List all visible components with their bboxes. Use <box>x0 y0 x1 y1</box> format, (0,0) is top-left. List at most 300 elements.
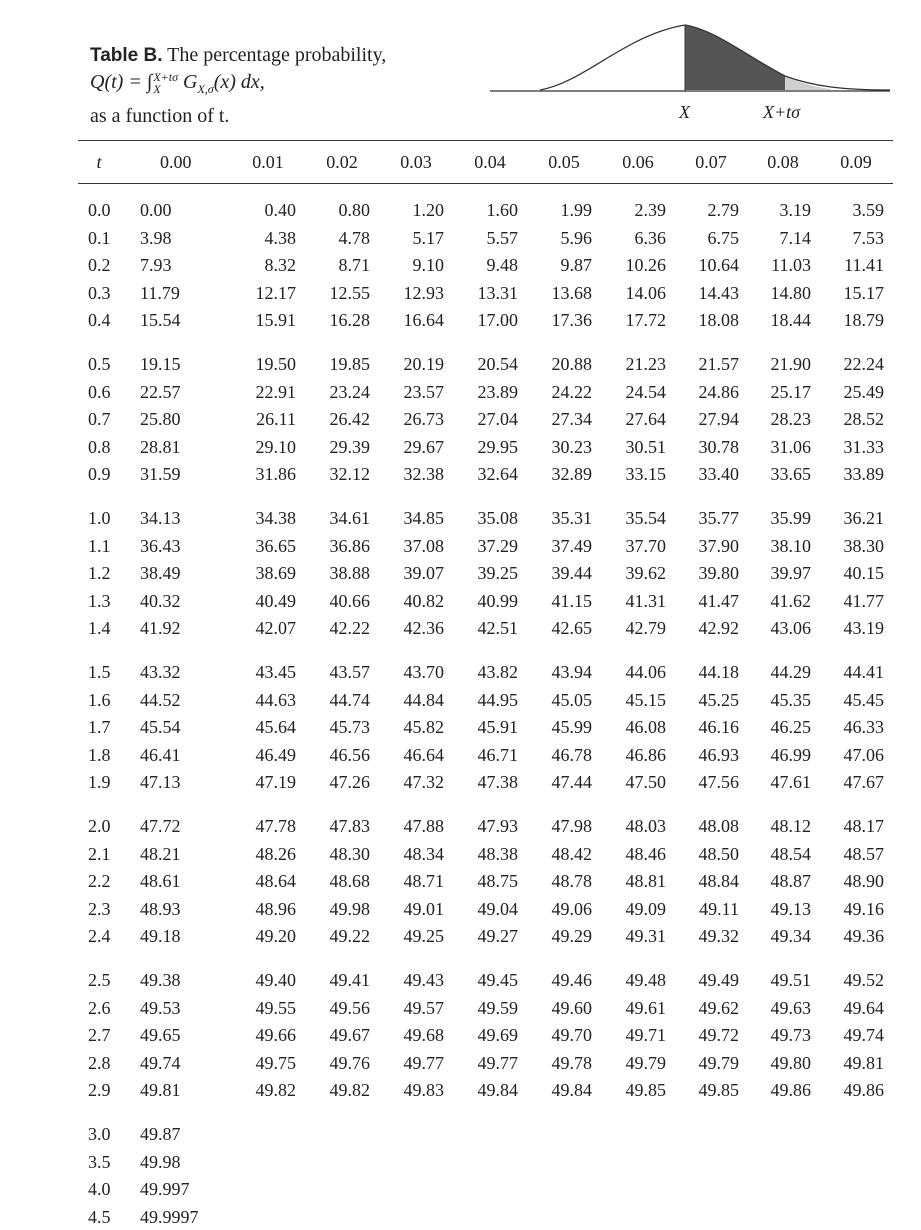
table-row <box>0 896 921 922</box>
table-cell: 23.24 <box>329 381 370 402</box>
table-cell: 49.29 <box>551 926 592 947</box>
table-row <box>0 714 921 740</box>
table-cell: 27.04 <box>477 409 518 430</box>
table-cell: 12.55 <box>329 282 370 303</box>
table-cell: 41.62 <box>770 590 811 611</box>
table-cell: 47.32 <box>403 772 444 793</box>
table-row <box>0 505 921 531</box>
table-cell: 48.61 <box>140 871 181 892</box>
table-cell: 12.17 <box>255 282 296 303</box>
table-cell: 19.85 <box>329 354 370 374</box>
header-col: 0.05 <box>548 152 580 172</box>
integrand-argument: (x) dx, <box>213 71 265 93</box>
table-cell: 49.78 <box>551 1052 592 1073</box>
table-cell: 36.43 <box>140 535 181 556</box>
table-cell: 49.63 <box>770 997 811 1018</box>
gaussian-curve-figure <box>485 10 895 130</box>
table-cell: 45.91 <box>477 717 518 738</box>
table-row <box>0 434 921 460</box>
table-cell: 48.03 <box>625 816 666 836</box>
table-cell: 40.15 <box>843 563 884 584</box>
table-cell: 11.41 <box>844 255 884 276</box>
table-cell: 46.71 <box>477 744 518 765</box>
table-cell: 40.66 <box>329 590 370 611</box>
table-cell: 49.9997 <box>140 1206 199 1227</box>
header-t: t <box>96 152 102 172</box>
table-cell: 37.29 <box>477 535 518 556</box>
table-cell: 15.91 <box>255 310 296 331</box>
table-cell: 48.81 <box>625 871 666 892</box>
row-t-value: 2.1 <box>88 843 111 864</box>
table-cell: 1.99 <box>560 200 592 220</box>
table-cell: 40.99 <box>477 590 518 611</box>
table-cell: 48.54 <box>770 843 811 864</box>
table-cell: 39.07 <box>403 563 444 584</box>
table-row <box>0 252 921 278</box>
table-cell: 45.45 <box>843 689 884 710</box>
table-cell: 20.54 <box>477 354 518 374</box>
table-cell: 29.67 <box>403 436 444 457</box>
table-cell: 4.38 <box>264 227 296 248</box>
table-cell: 46.08 <box>625 717 666 738</box>
table-cell: 16.28 <box>329 310 370 331</box>
integrand: G <box>183 71 198 93</box>
table-cell: 9.48 <box>486 255 518 276</box>
table-cell: 48.64 <box>255 871 296 892</box>
table-cell: 49.64 <box>843 997 884 1018</box>
label-x-plus-t-sigma: X+tσ <box>763 102 801 122</box>
table-cell: 44.63 <box>255 689 296 710</box>
table-cell: 49.45 <box>477 970 518 990</box>
table-cell: 34.13 <box>140 508 181 528</box>
table-cell: 44.84 <box>403 689 444 710</box>
table-cell: 12.93 <box>403 282 444 303</box>
table-cell: 42.07 <box>255 618 296 639</box>
table-cell: 0.00 <box>140 200 172 220</box>
table-cell: 17.00 <box>477 310 518 331</box>
row-t-value: 2.2 <box>88 871 111 892</box>
table-cell: 13.68 <box>551 282 592 303</box>
table-cell: 33.15 <box>625 464 666 485</box>
table-cell: 40.32 <box>140 590 181 611</box>
table-cell: 44.74 <box>329 689 370 710</box>
table-cell: 45.99 <box>551 717 592 738</box>
row-t-value: 1.7 <box>88 717 111 738</box>
table-cell: 49.80 <box>770 1052 811 1073</box>
table-cell: 47.06 <box>843 744 884 765</box>
table-row <box>0 280 921 306</box>
table-cell: 26.73 <box>403 409 444 430</box>
table-row <box>0 1149 921 1175</box>
caption-line-1 <box>90 42 510 69</box>
header-rule <box>78 183 893 184</box>
table-cell: 49.36 <box>843 926 884 947</box>
table-row <box>0 687 921 713</box>
table-cell: 40.49 <box>255 590 296 611</box>
table-cell: 17.72 <box>625 310 666 331</box>
table-cell: 47.44 <box>551 772 592 793</box>
table-cell: 39.97 <box>770 563 811 584</box>
table-cell: 44.18 <box>698 662 739 682</box>
table-cell: 39.44 <box>551 563 592 584</box>
table-cell: 24.22 <box>551 381 592 402</box>
table-cell: 33.89 <box>843 464 884 485</box>
table-cell: 49.86 <box>843 1080 884 1101</box>
table-cell: 42.51 <box>477 618 518 639</box>
row-t-value: 0.6 <box>88 381 111 402</box>
table-cell: 49.57 <box>403 997 444 1018</box>
table-cell: 49.53 <box>140 997 181 1018</box>
integral-lower-limit: X <box>153 82 161 97</box>
caption-title-bold: Table B. <box>90 45 163 66</box>
table-cell: 46.41 <box>140 744 181 765</box>
table-cell: 34.38 <box>255 508 296 528</box>
table-cell: 49.82 <box>255 1080 296 1101</box>
row-t-value: 0.7 <box>88 409 111 430</box>
table-cell: 48.93 <box>140 898 181 919</box>
table-cell: 49.48 <box>625 970 666 990</box>
table-cell: 49.71 <box>625 1025 666 1046</box>
table-cell: 49.98 <box>329 898 370 919</box>
table-cell: 43.57 <box>329 662 370 682</box>
table-cell: 43.94 <box>551 662 592 682</box>
table-cell: 49.13 <box>770 898 811 919</box>
row-t-value: 1.1 <box>88 535 111 556</box>
table-cell: 49.09 <box>625 898 666 919</box>
table-row <box>0 461 921 487</box>
integral-limits <box>153 71 178 95</box>
table-cell: 29.95 <box>477 436 518 457</box>
table-cell: 32.12 <box>329 464 370 485</box>
table-cell: 42.79 <box>625 618 666 639</box>
row-t-value: 2.0 <box>88 816 111 836</box>
table-cell: 48.42 <box>551 843 592 864</box>
row-t-value: 2.4 <box>88 926 111 947</box>
table-row <box>0 841 921 867</box>
table-cell: 11.79 <box>140 282 180 303</box>
table-cell: 46.33 <box>843 717 884 738</box>
table-cell: 29.10 <box>255 436 296 457</box>
table-cell: 48.57 <box>843 843 884 864</box>
table-cell: 48.26 <box>255 843 296 864</box>
table-cell: 9.10 <box>412 255 444 276</box>
table-cell: 49.84 <box>551 1080 592 1101</box>
header-col: 0.06 <box>622 152 654 172</box>
table-cell: 22.24 <box>843 354 884 374</box>
row-t-value: 3.5 <box>88 1151 111 1172</box>
row-t-value: 1.3 <box>88 590 111 611</box>
table-cell: 46.25 <box>770 717 811 738</box>
table-cell: 47.78 <box>255 816 296 836</box>
table-cell: 30.78 <box>698 436 739 457</box>
table-cell: 2.39 <box>634 200 666 220</box>
table-cell: 39.25 <box>477 563 518 584</box>
table-cell: 24.54 <box>625 381 666 402</box>
table-row <box>0 307 921 333</box>
table-row <box>0 1204 921 1230</box>
table-cell: 47.93 <box>477 816 518 836</box>
table-cell: 49.40 <box>255 970 296 990</box>
table-cell: 35.77 <box>698 508 739 528</box>
table-cell: 5.96 <box>560 227 592 248</box>
table-cell: 25.80 <box>140 409 181 430</box>
table-cell: 46.64 <box>403 744 444 765</box>
row-t-value: 4.5 <box>88 1206 111 1227</box>
table-cell: 49.27 <box>477 926 518 947</box>
table-cell: 21.90 <box>770 354 811 374</box>
table-cell: 18.79 <box>843 310 884 331</box>
table-cell: 49.81 <box>843 1052 884 1073</box>
table-caption <box>90 42 510 130</box>
row-t-value: 1.0 <box>88 508 111 528</box>
table-cell: 46.86 <box>625 744 666 765</box>
table-cell: 47.83 <box>329 816 370 836</box>
table-cell: 49.61 <box>625 997 666 1018</box>
table-cell: 49.76 <box>329 1052 370 1073</box>
table-cell: 10.64 <box>698 255 739 276</box>
table-cell: 49.43 <box>403 970 444 990</box>
table-cell: 3.98 <box>140 227 172 248</box>
table-row <box>0 923 921 949</box>
table-cell: 22.91 <box>255 381 296 402</box>
table-cell: 0.80 <box>338 200 370 220</box>
table-cell: 27.64 <box>625 409 666 430</box>
row-t-value: 0.1 <box>88 227 111 248</box>
table-cell: 43.06 <box>770 618 811 639</box>
table-cell: 41.77 <box>843 590 884 611</box>
table-cell: 49.87 <box>140 1124 181 1144</box>
table-row <box>0 560 921 586</box>
table-row <box>0 1121 921 1147</box>
table-cell: 18.08 <box>698 310 739 331</box>
table-cell: 47.61 <box>770 772 811 793</box>
table-cell: 35.31 <box>551 508 592 528</box>
table-cell: 49.51 <box>770 970 811 990</box>
table-cell: 42.36 <box>403 618 444 639</box>
table-cell: 38.69 <box>255 563 296 584</box>
row-t-value: 0.5 <box>88 354 111 374</box>
table-cell: 41.15 <box>551 590 592 611</box>
table-cell: 8.32 <box>264 255 296 276</box>
table-row <box>0 659 921 685</box>
label-x: X <box>679 102 690 122</box>
table-cell: 3.59 <box>852 200 884 220</box>
table-cell: 48.71 <box>403 871 444 892</box>
table-cell: 37.90 <box>698 535 739 556</box>
table-cell: 47.88 <box>403 816 444 836</box>
table-cell: 49.49 <box>698 970 739 990</box>
table-row <box>0 868 921 894</box>
table-cell: 20.88 <box>551 354 592 374</box>
table-cell: 26.11 <box>256 409 296 430</box>
table-cell: 17.36 <box>551 310 592 331</box>
table-cell: 13.31 <box>477 282 518 303</box>
table-cell: 31.86 <box>255 464 296 485</box>
table-row <box>0 1022 921 1048</box>
table-cell: 4.78 <box>338 227 370 248</box>
table-cell: 47.13 <box>140 772 181 793</box>
row-t-value: 1.9 <box>88 772 111 793</box>
table-cell: 44.29 <box>770 662 811 682</box>
table-cell: 49.82 <box>329 1080 370 1101</box>
table-cell: 21.57 <box>698 354 739 374</box>
table-cell: 49.16 <box>843 898 884 919</box>
header-row <box>0 149 921 175</box>
table-cell: 49.79 <box>698 1052 739 1073</box>
table-cell: 36.65 <box>255 535 296 556</box>
table-cell: 49.73 <box>770 1025 811 1046</box>
table-cell: 47.98 <box>551 816 592 836</box>
table-cell: 49.18 <box>140 926 181 947</box>
table-cell: 32.89 <box>551 464 592 485</box>
table-cell: 46.49 <box>255 744 296 765</box>
table-cell: 49.22 <box>329 926 370 947</box>
shaded-area <box>685 25 785 90</box>
table-row <box>0 351 921 377</box>
table-cell: 46.78 <box>551 744 592 765</box>
table-row <box>0 769 921 795</box>
header-col: 0.00 <box>160 152 192 172</box>
caption-formula <box>90 69 510 103</box>
table-row <box>0 615 921 641</box>
table-cell: 49.74 <box>140 1052 181 1073</box>
table-cell: 47.50 <box>625 772 666 793</box>
table-cell: 49.60 <box>551 997 592 1018</box>
table-cell: 39.62 <box>625 563 666 584</box>
table-cell: 32.64 <box>477 464 518 485</box>
table-cell: 37.08 <box>403 535 444 556</box>
row-t-value: 0.3 <box>88 282 111 303</box>
table-cell: 41.47 <box>698 590 739 611</box>
table-cell: 1.20 <box>412 200 444 220</box>
table-cell: 49.81 <box>140 1080 181 1101</box>
table-cell: 49.85 <box>698 1080 739 1101</box>
table-cell: 27.94 <box>698 409 739 430</box>
table-row <box>0 742 921 768</box>
table-cell: 49.65 <box>140 1025 181 1046</box>
table-row <box>0 967 921 993</box>
table-cell: 49.59 <box>477 997 518 1018</box>
table-cell: 49.34 <box>770 926 811 947</box>
table-cell: 31.06 <box>770 436 811 457</box>
table-cell: 45.64 <box>255 717 296 738</box>
integrand-subscript: X,σ <box>197 82 214 96</box>
table-cell: 49.20 <box>255 926 296 947</box>
table-cell: 35.99 <box>770 508 811 528</box>
table-cell: 48.34 <box>403 843 444 864</box>
table-cell: 14.43 <box>698 282 739 303</box>
table-cell: 24.86 <box>698 381 739 402</box>
table-cell: 40.82 <box>403 590 444 611</box>
table-cell: 20.19 <box>403 354 444 374</box>
table-cell: 37.49 <box>551 535 592 556</box>
table-cell: 11.03 <box>771 255 811 276</box>
table-cell: 16.64 <box>403 310 444 331</box>
table-cell: 37.70 <box>625 535 666 556</box>
table-cell: 49.74 <box>843 1025 884 1046</box>
header-col: 0.03 <box>400 152 432 172</box>
table-cell: 14.80 <box>770 282 811 303</box>
table-cell: 48.08 <box>698 816 739 836</box>
table-cell: 44.41 <box>843 662 884 682</box>
table-cell: 49.06 <box>551 898 592 919</box>
table-cell: 10.26 <box>625 255 666 276</box>
table-cell: 39.80 <box>698 563 739 584</box>
header-col: 0.04 <box>474 152 506 172</box>
table-cell: 49.66 <box>255 1025 296 1046</box>
table-cell: 48.75 <box>477 871 518 892</box>
table-cell: 31.59 <box>140 464 181 485</box>
table-cell: 38.49 <box>140 563 181 584</box>
table-cell: 49.79 <box>625 1052 666 1073</box>
caption-line-3: as a function of t. <box>90 105 230 127</box>
table-cell: 42.92 <box>698 618 739 639</box>
header-col: 0.09 <box>840 152 872 172</box>
table-cell: 48.50 <box>698 843 739 864</box>
table-cell: 49.04 <box>477 898 518 919</box>
table-cell: 34.61 <box>329 508 370 528</box>
table-cell: 25.49 <box>843 381 884 402</box>
table-cell: 19.50 <box>255 354 296 374</box>
table-cell: 15.17 <box>843 282 884 303</box>
table-cell: 32.38 <box>403 464 444 485</box>
table-cell: 48.21 <box>140 843 181 864</box>
table-row <box>0 995 921 1021</box>
table-cell: 49.84 <box>477 1080 518 1101</box>
table-cell: 5.17 <box>412 227 444 248</box>
table-cell: 48.17 <box>843 816 884 836</box>
table-cell: 47.67 <box>843 772 884 793</box>
row-t-value: 2.9 <box>88 1080 111 1101</box>
table-cell: 41.31 <box>625 590 666 611</box>
table-cell: 31.33 <box>843 436 884 457</box>
table-cell: 49.77 <box>477 1052 518 1073</box>
table-cell: 33.40 <box>698 464 739 485</box>
table-cell: 9.87 <box>560 255 592 276</box>
table-cell: 47.38 <box>477 772 518 793</box>
table-cell: 42.22 <box>329 618 370 639</box>
table-cell: 49.77 <box>403 1052 444 1073</box>
table-cell: 49.86 <box>770 1080 811 1101</box>
table-cell: 6.75 <box>707 227 739 248</box>
table-row <box>0 225 921 251</box>
table-row <box>0 379 921 405</box>
row-t-value: 0.9 <box>88 464 111 485</box>
table-cell: 43.70 <box>403 662 444 682</box>
table-cell: 49.25 <box>403 926 444 947</box>
table-cell: 18.44 <box>770 310 811 331</box>
table-cell: 0.40 <box>264 200 296 220</box>
row-t-value: 1.6 <box>88 689 111 710</box>
table-cell: 48.90 <box>843 871 884 892</box>
table-row <box>0 406 921 432</box>
row-t-value: 2.3 <box>88 898 111 919</box>
table-cell: 49.11 <box>699 898 739 919</box>
table-cell: 15.54 <box>140 310 181 331</box>
table-cell: 49.85 <box>625 1080 666 1101</box>
table-cell: 43.45 <box>255 662 296 682</box>
table-cell: 2.79 <box>707 200 739 220</box>
table-cell: 49.98 <box>140 1151 181 1172</box>
table-cell: 46.99 <box>770 744 811 765</box>
row-t-value: 1.5 <box>88 662 111 682</box>
table-cell: 48.38 <box>477 843 518 864</box>
table-cell: 44.06 <box>625 662 666 682</box>
row-t-value: 0.4 <box>88 310 111 331</box>
table-cell: 36.86 <box>329 535 370 556</box>
table-cell: 45.35 <box>770 689 811 710</box>
table-cell: 43.32 <box>140 662 181 682</box>
